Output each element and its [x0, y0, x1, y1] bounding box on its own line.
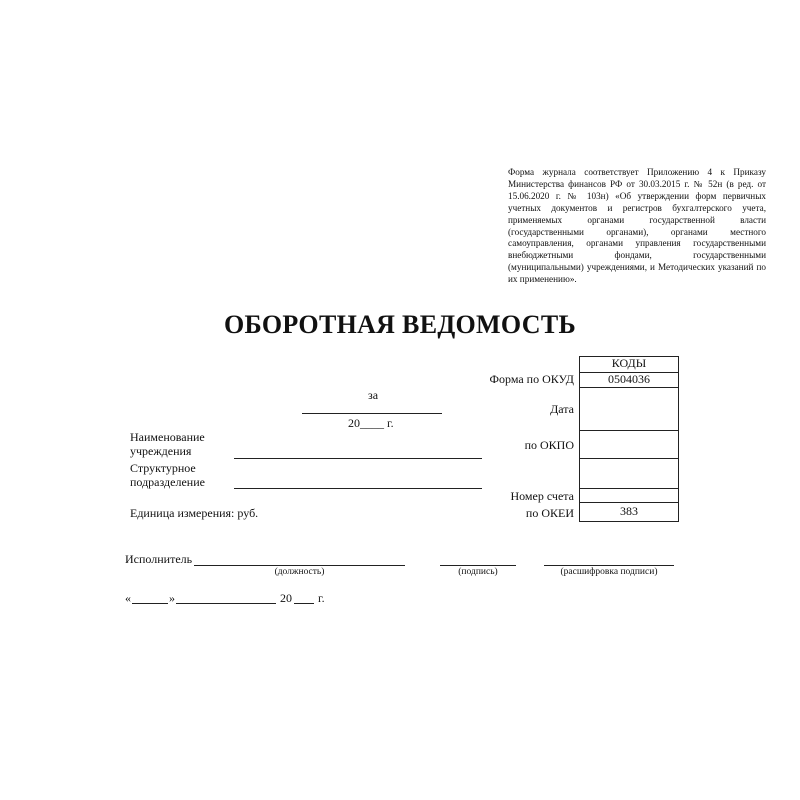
date-open-quote: « — [125, 591, 131, 605]
period-year-label: 20____ г. — [348, 416, 394, 430]
date-close-quote: » — [169, 591, 175, 605]
year-line[interactable] — [294, 603, 314, 604]
date-code-cell[interactable] — [580, 387, 678, 430]
position-line[interactable] — [194, 565, 405, 566]
date-label: Дата — [550, 402, 574, 416]
unit-label: Единица измерения: руб. — [130, 506, 259, 520]
institution-name-label: Наименование учреждения — [130, 430, 205, 458]
codes-header: КОДЫ — [611, 356, 647, 370]
account-code-cell[interactable] — [580, 488, 678, 502]
date-year-prefix: 20 — [280, 591, 292, 605]
okei-label: по ОКЕИ — [525, 506, 574, 520]
okpo-code-cell[interactable] — [580, 430, 678, 458]
okpo-label: по ОКПО — [524, 438, 574, 452]
position-caption: (должность) — [274, 567, 325, 577]
okei-code-cell[interactable]: 383 — [580, 502, 678, 521]
signature-line[interactable] — [440, 565, 516, 566]
institution-name-line[interactable] — [234, 458, 482, 459]
okud-label: Форма по ОКУД — [489, 372, 574, 386]
blank-code-cell[interactable] — [580, 458, 678, 488]
signature-decoding-line[interactable] — [544, 565, 674, 566]
signature-decoding-caption: (расшифровка подписи) — [560, 567, 658, 577]
period-za-label: за — [368, 388, 379, 402]
subdivision-label: Структурное подразделение — [130, 461, 205, 489]
okud-code-cell[interactable]: 0504036 — [580, 372, 678, 387]
day-line[interactable] — [132, 603, 168, 604]
date-year-suffix: г. — [318, 591, 325, 605]
month-line[interactable] — [176, 603, 276, 604]
legal-note: Форма журнала соответствует Приложению 4 к Приказу Министерства финансов РФ от 30.03.2015 г. № 52н (в ред. от 15.06.2020 г. № 103н) «Об утверждении форм первичных учетных документов и регистров бухгалтерского учета, применяемых органами государственной власти (государственными органами), органами местного самоуправления, органами управления государственными внебюджетными фондами, государственными (муниципальными) учреждениями, и Методических указаний по их применению». — [508, 167, 766, 285]
account-number-label: Номер счета — [510, 489, 574, 503]
period-line[interactable] — [302, 413, 442, 414]
signature-caption: (подпись) — [458, 567, 498, 577]
codes-table — [579, 356, 679, 522]
executor-label: Исполнитель — [125, 552, 193, 566]
page-title: ОБОРОТНАЯ ВЕДОМОСТЬ — [224, 310, 576, 339]
